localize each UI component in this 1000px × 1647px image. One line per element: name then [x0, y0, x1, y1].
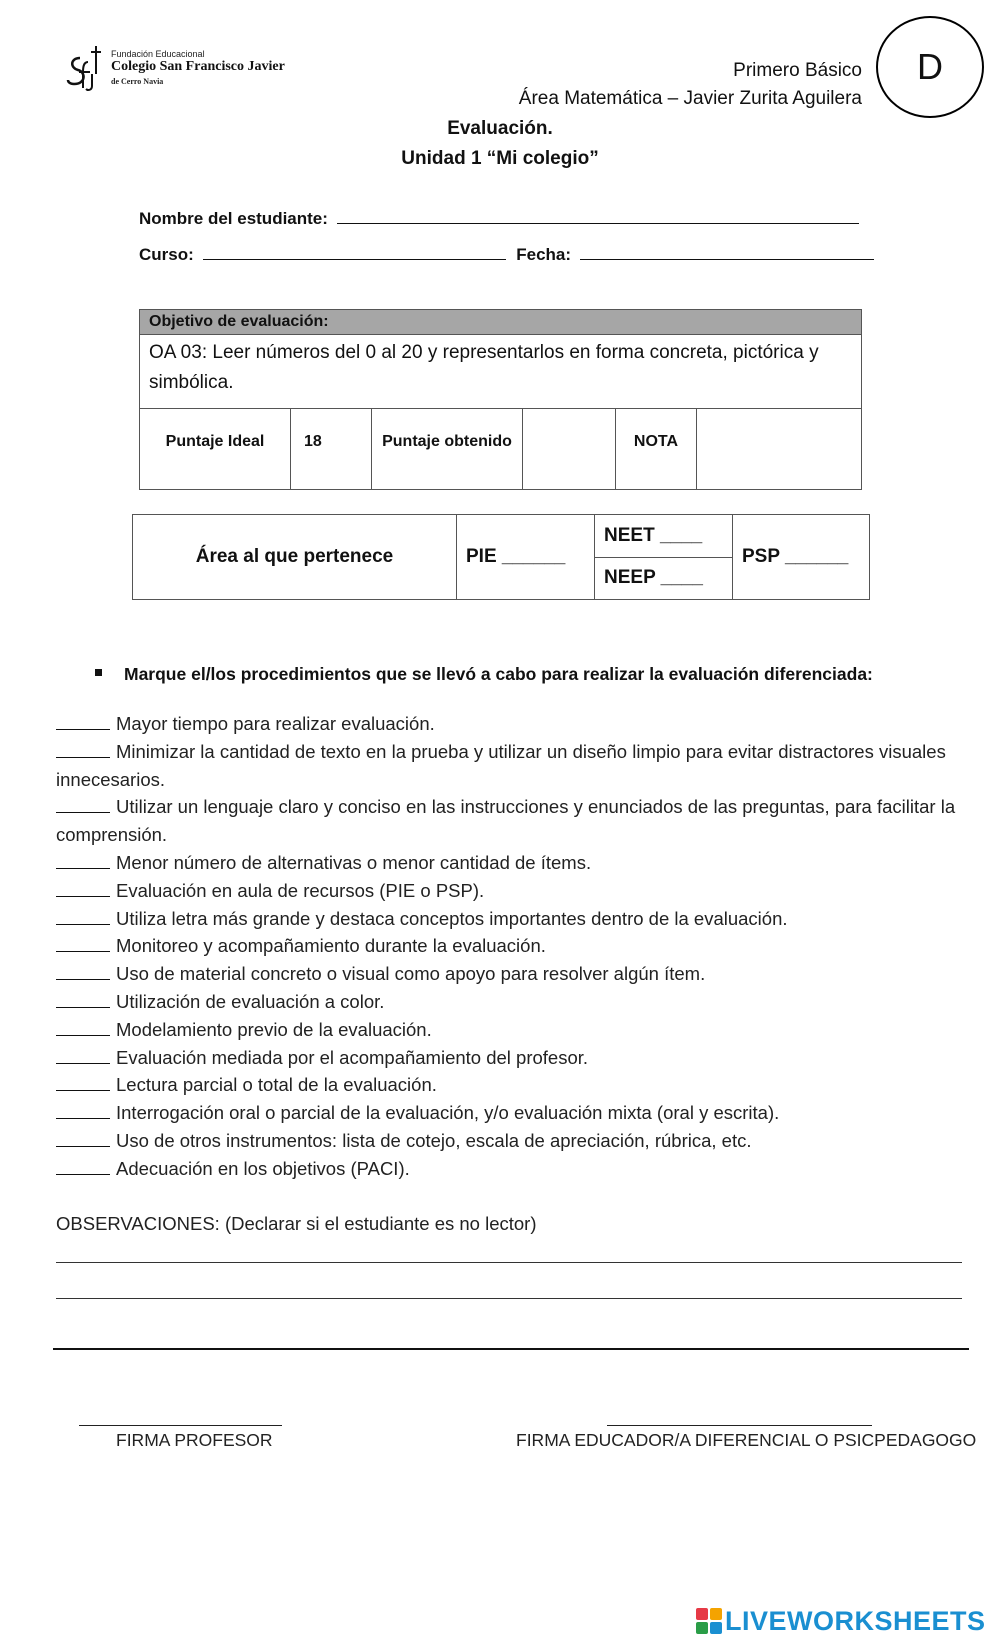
procedure-text: Minimizar la cantidad de texto en la prueba y utilizar un diseño limpio para evitar distractores visuales innecesarios. [56, 740, 946, 790]
version-circle [876, 16, 984, 118]
procedure-mark-field[interactable] [56, 881, 110, 897]
course-field[interactable] [203, 246, 506, 260]
procedure-text: Adecuación en los objetivos (PACI). [116, 1157, 410, 1179]
procedure-item [56, 793, 971, 849]
neet-option[interactable]: NEET ____ [595, 515, 732, 558]
pie-option[interactable]: PIE ______ [457, 515, 595, 599]
procedure-item [56, 738, 971, 794]
procedure-mark-field[interactable] [56, 1159, 110, 1175]
procedure-item [56, 849, 971, 877]
procedure-text: Utilizar un lenguaje claro y conciso en las instrucciones y enunciados de las preguntas, para facilitar la comprensión. [56, 796, 956, 846]
neep-option[interactable]: NEEP ____ [604, 567, 703, 589]
procedure-mark-field[interactable] [56, 742, 110, 758]
student-name-field[interactable] [337, 210, 859, 224]
procedure-item [56, 1016, 971, 1044]
area-label: Área al que pertenece [133, 515, 457, 599]
page-title: Evaluación. [447, 118, 553, 139]
grade-label: NOTA [616, 408, 697, 489]
instruction [95, 664, 873, 685]
logo-line-school: Colegio San Francisco Javier [111, 59, 285, 74]
objective-heading: Objetivo de evaluación: [140, 310, 861, 335]
objective-text: OA 03: Leer números del 0 al 20 y representarlos en forma concreta, pictórica y simbólica. [149, 342, 819, 393]
procedure-text: Uso de material concreto o visual como apoyo para resolver algún ítem. [116, 963, 706, 985]
date-field[interactable] [580, 246, 874, 260]
unit-title: Unidad 1 “Mi colegio” [401, 148, 599, 169]
observations-line-2[interactable] [56, 1298, 962, 1299]
procedure-mark-field[interactable] [56, 909, 110, 925]
procedure-text: Utiliza letra más grande y destaca conceptos importantes dentro de la evaluación. [116, 907, 788, 929]
procedure-mark-field[interactable] [56, 1131, 110, 1147]
procedure-text: Modelamiento previo de la evaluación. [116, 1018, 432, 1040]
procedure-text: Mayor tiempo para realizar evaluación. [116, 713, 435, 734]
course-date-row [139, 245, 874, 265]
procedure-mark-field[interactable] [56, 1020, 110, 1036]
procedure-item [56, 1127, 971, 1155]
procedure-mark-field[interactable] [56, 964, 110, 980]
obtained-score-label: Puntaje obtenido [372, 408, 523, 489]
procedure-mark-field[interactable] [56, 1103, 110, 1119]
school-logo [66, 44, 326, 94]
neet-neep-cell [595, 515, 733, 599]
bullet-icon [95, 669, 102, 676]
procedure-text: Lectura parcial o total de la evaluación. [116, 1074, 437, 1096]
procedure-text: Interrogación oral o parcial de la evaluación, y/o evaluación mixta (oral y escrita). [116, 1102, 780, 1124]
version-letter: D [917, 46, 943, 87]
grade-field[interactable] [697, 408, 861, 489]
procedure-item [56, 1044, 971, 1072]
observations-line-3[interactable] [53, 1348, 969, 1350]
psp-option[interactable]: PSP ______ [742, 546, 849, 567]
grade-level: Primero Básico [733, 60, 862, 81]
procedure-mark-field[interactable] [56, 714, 110, 730]
procedure-mark-field[interactable] [56, 1075, 110, 1091]
procedure-item [56, 1155, 971, 1183]
procedure-text: Evaluación mediada por el acompañamiento del profesor. [116, 1046, 589, 1068]
area-table [132, 514, 870, 600]
logo-line-location: de Cerro Navia [111, 77, 164, 86]
teacher-signature-label: FIRMA PROFESOR [116, 1430, 273, 1450]
school-crest-icon [66, 44, 106, 94]
procedure-mark-field[interactable] [56, 853, 110, 869]
procedure-mark-field[interactable] [56, 1048, 110, 1064]
ideal-score-label: Puntaje Ideal [140, 408, 291, 489]
area-teacher: Área Matemática – Javier Zurita Aguilera [518, 88, 862, 109]
procedure-item [56, 877, 971, 905]
procedure-item [56, 1071, 971, 1099]
observations-label: OBSERVACIONES: (Declarar si el estudiante es no lector) [56, 1213, 537, 1234]
teacher-signature-line[interactable] [79, 1425, 282, 1426]
liveworksheets-watermark [696, 1607, 986, 1635]
procedure-mark-field[interactable] [56, 797, 110, 813]
procedure-text: Evaluación en aula de recursos (PIE o PSP). [116, 879, 485, 901]
procedure-text: Monitoreo y acompañamiento durante la evaluación. [116, 935, 546, 957]
procedure-item [56, 960, 971, 988]
student-name-label: Nombre del estudiante: [139, 209, 328, 228]
score-table [139, 408, 862, 490]
procedure-mark-field[interactable] [56, 936, 110, 952]
ideal-score-value: 18 [291, 408, 372, 489]
obtained-score-field[interactable] [523, 408, 616, 489]
liveworksheets-logo-icon [696, 1608, 722, 1634]
procedure-item [56, 710, 971, 738]
instruction-text: Marque el/los procedimientos que se llevó a cabo para realizar la evaluación diferenciada: [124, 664, 873, 684]
procedure-mark-field[interactable] [56, 992, 110, 1008]
specialist-signature-line[interactable] [607, 1425, 872, 1426]
procedure-item [56, 932, 971, 960]
observations-line-1[interactable] [56, 1262, 962, 1263]
procedure-text: Uso de otros instrumentos: lista de cotejo, escala de apreciación, rúbrica, etc. [116, 1129, 752, 1151]
logo-line-foundation: Fundación Educacional [111, 49, 205, 59]
procedure-text: Menor número de alternativas o menor cantidad de ítems. [116, 851, 592, 873]
specialist-signature-label: FIRMA EDUCADOR/A DIFERENCIAL O PSICPEDAGOGO [516, 1430, 977, 1450]
course-label: Curso: [139, 245, 194, 264]
procedure-item [56, 1099, 971, 1127]
date-label: Fecha: [516, 245, 572, 264]
procedures-checklist [56, 710, 971, 1183]
student-name-row [139, 209, 859, 229]
procedure-item [56, 905, 971, 933]
procedure-item [56, 988, 971, 1016]
procedure-text: Utilización de evaluación a color. [116, 990, 385, 1012]
objective-box [139, 309, 862, 409]
watermark-text: LIVEWORKSHEETS [725, 1605, 986, 1636]
